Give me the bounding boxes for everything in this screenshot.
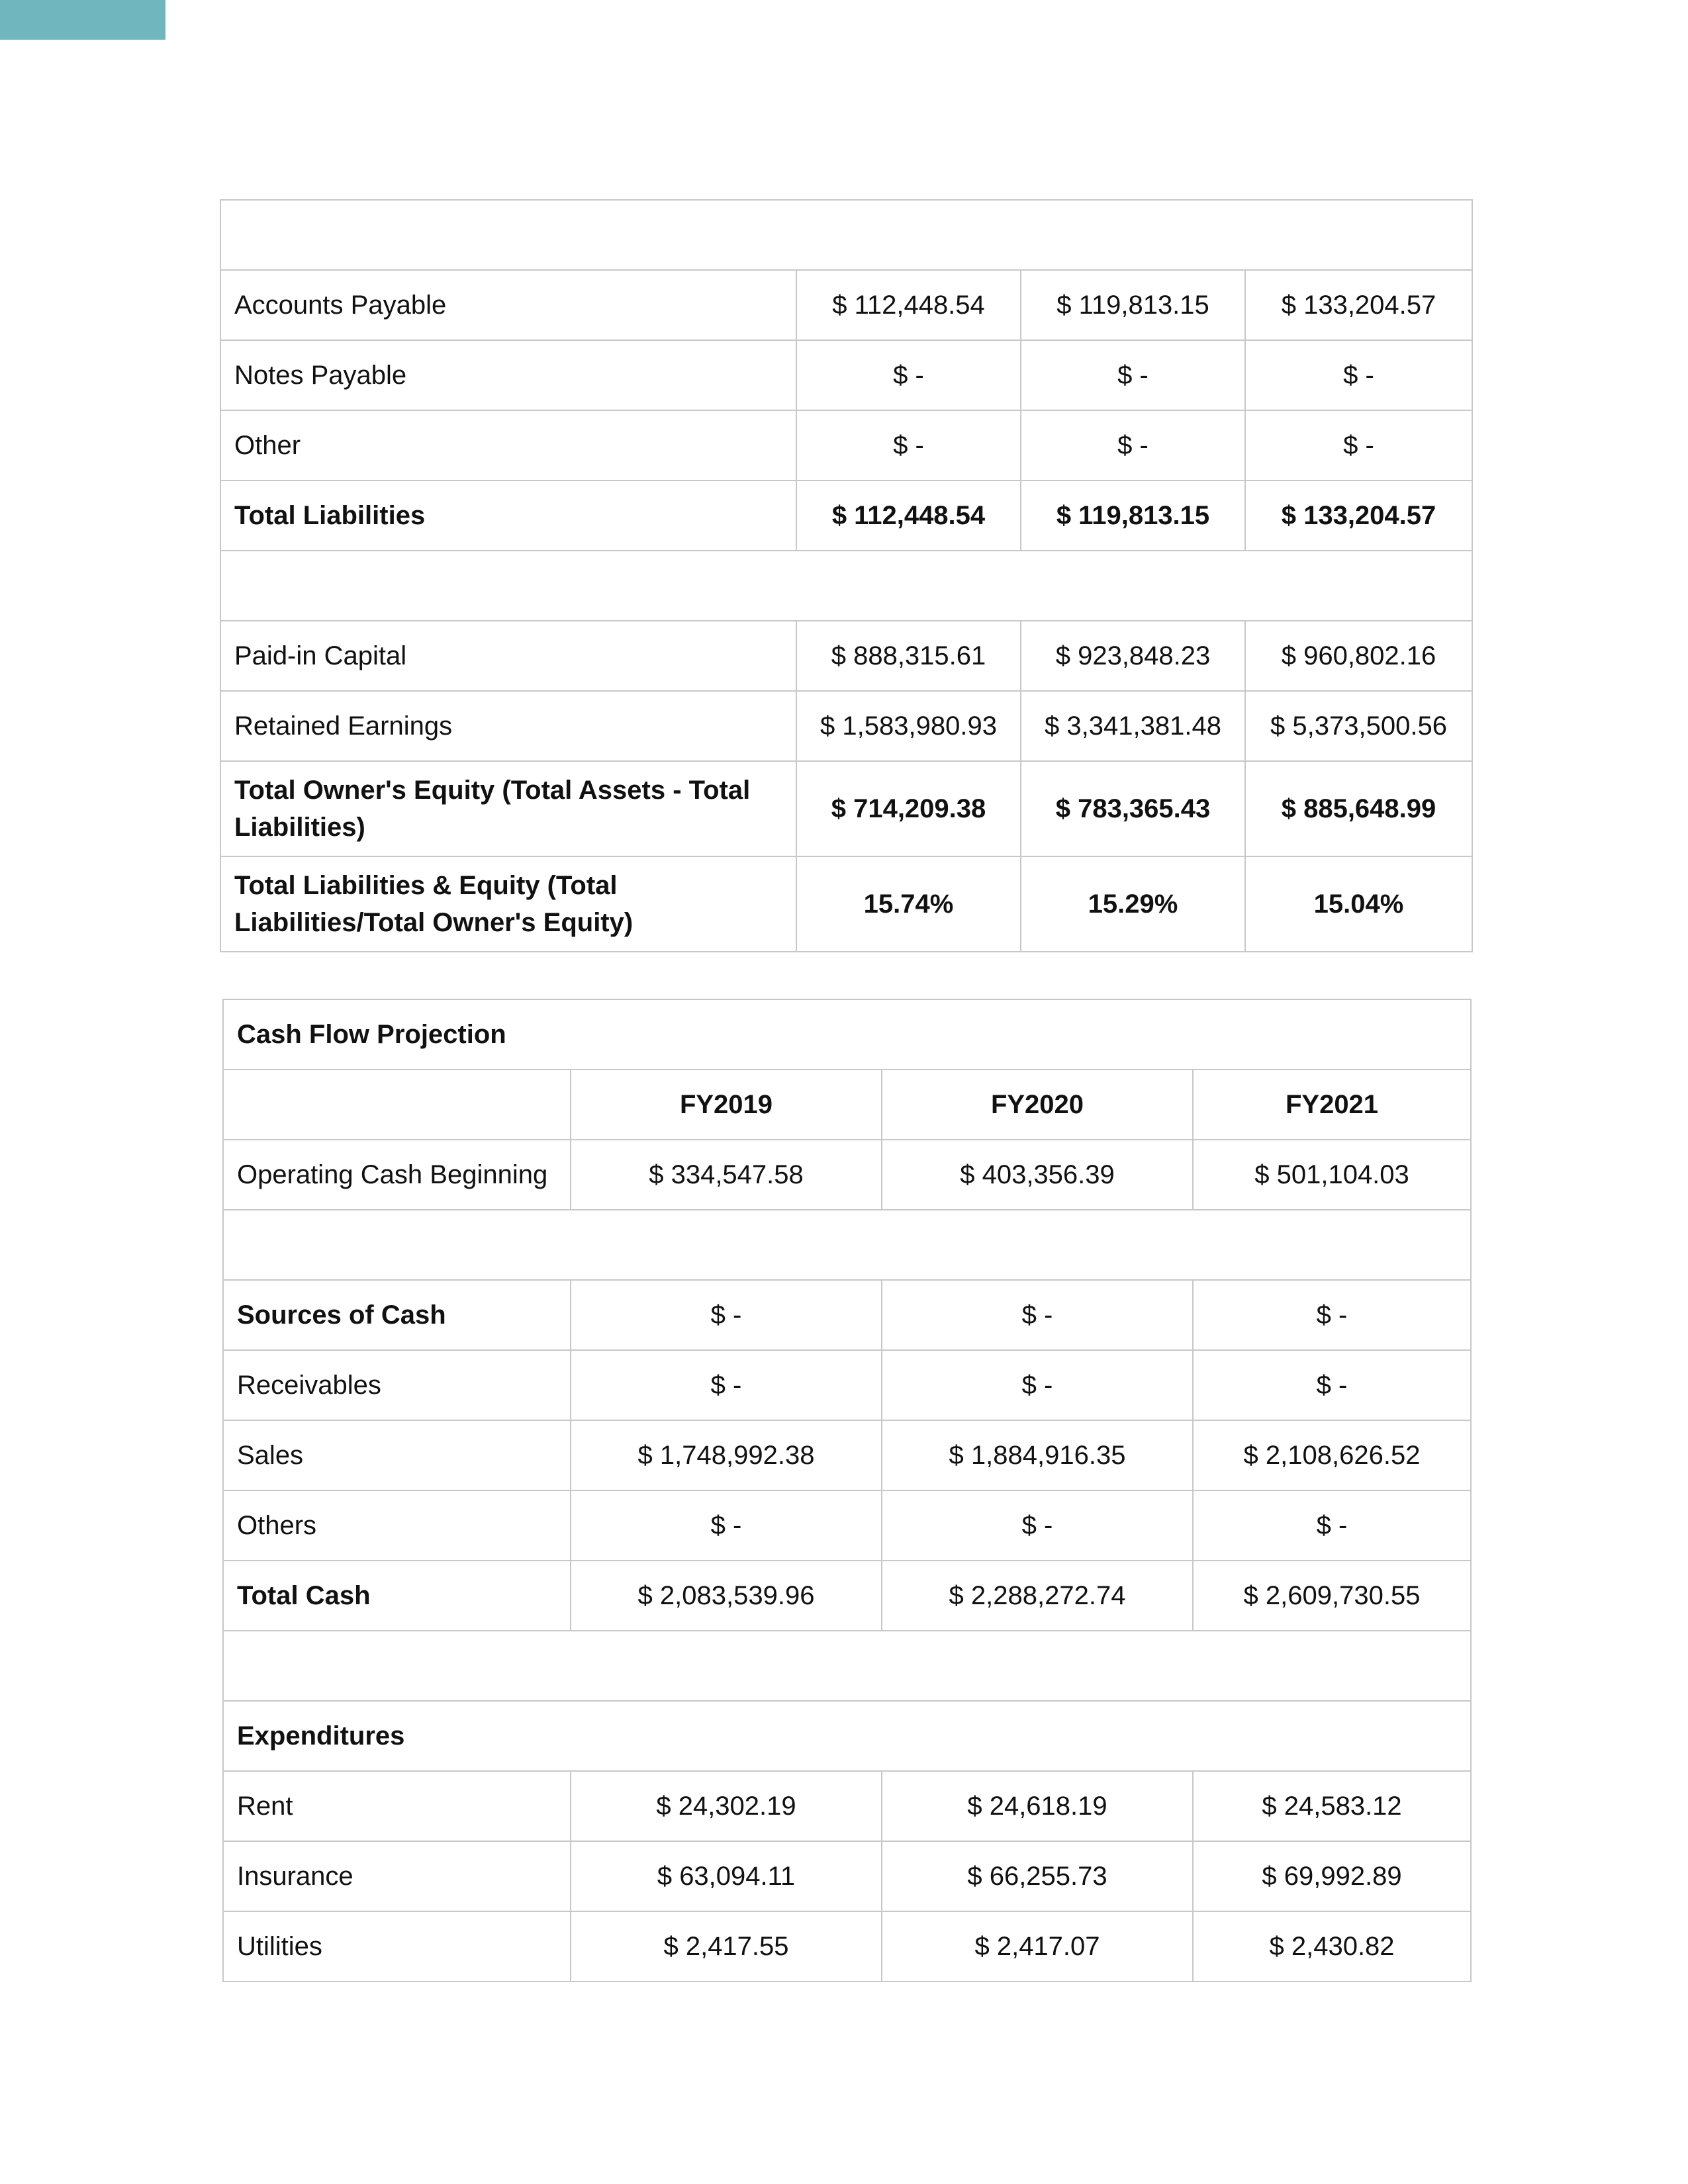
value-cell: $ - bbox=[571, 1350, 882, 1420]
value-cell: $ 2,417.07 bbox=[882, 1911, 1193, 1981]
value-cell: $ 63,094.11 bbox=[571, 1841, 882, 1911]
table-row bbox=[223, 1771, 1471, 1841]
table-row bbox=[220, 340, 1472, 410]
table-row-total bbox=[220, 480, 1472, 551]
value-cell: $ 2,083,539.96 bbox=[571, 1561, 882, 1631]
row-label: Operating Cash Beginning bbox=[223, 1140, 571, 1210]
value-cell: $ 24,618.19 bbox=[882, 1771, 1193, 1841]
value-cell: $ 783,365.43 bbox=[1021, 761, 1245, 856]
value-cell: $ - bbox=[796, 340, 1021, 410]
value-cell: $ - bbox=[571, 1490, 882, 1561]
table-row bbox=[223, 1280, 1471, 1350]
value-cell: $ 66,255.73 bbox=[882, 1841, 1193, 1911]
row-label: Receivables bbox=[223, 1350, 571, 1420]
value-cell: $ 888,315.61 bbox=[796, 621, 1021, 691]
value-cell: $ 885,648.99 bbox=[1245, 761, 1472, 856]
value-cell: $ 1,884,916.35 bbox=[882, 1420, 1193, 1490]
table-row bbox=[223, 1420, 1471, 1490]
blank-cell bbox=[223, 1631, 1471, 1701]
value-cell: $ 714,209.38 bbox=[796, 761, 1021, 856]
value-cell: $ 133,204.57 bbox=[1245, 480, 1472, 551]
row-label: Sales bbox=[223, 1420, 571, 1490]
table-row bbox=[220, 691, 1472, 761]
table-row-blank bbox=[220, 200, 1472, 270]
value-cell: $ - bbox=[1193, 1350, 1471, 1420]
table-row-blank bbox=[223, 1631, 1471, 1701]
value-cell: $ 119,813.15 bbox=[1021, 270, 1245, 340]
row-label: Sources of Cash bbox=[223, 1280, 571, 1350]
value-cell: $ 69,992.89 bbox=[1193, 1841, 1471, 1911]
value-cell: $ - bbox=[571, 1280, 882, 1350]
row-label: Total Cash bbox=[223, 1561, 571, 1631]
value-cell: $ - bbox=[1245, 410, 1472, 480]
row-label: Others bbox=[223, 1490, 571, 1561]
row-label: Retained Earnings bbox=[220, 691, 796, 761]
value-cell: $ 1,748,992.38 bbox=[571, 1420, 882, 1490]
value-cell: $ 5,373,500.56 bbox=[1245, 691, 1472, 761]
table-row-total bbox=[223, 1561, 1471, 1631]
table-header-row bbox=[223, 1069, 1471, 1140]
blank-cell bbox=[223, 1210, 1471, 1280]
value-cell: 15.74% bbox=[796, 856, 1021, 952]
value-cell: $ 24,302.19 bbox=[571, 1771, 882, 1841]
value-cell: $ 133,204.57 bbox=[1245, 270, 1472, 340]
value-cell: $ 501,104.03 bbox=[1193, 1140, 1471, 1210]
value-cell: $ - bbox=[882, 1280, 1193, 1350]
value-cell: $ 923,848.23 bbox=[1021, 621, 1245, 691]
value-cell: $ 960,802.16 bbox=[1245, 621, 1472, 691]
year-header: FY2020 bbox=[882, 1069, 1193, 1140]
table-row bbox=[220, 270, 1472, 340]
value-cell: $ 403,356.39 bbox=[882, 1140, 1193, 1210]
table-row bbox=[223, 1490, 1471, 1561]
row-label: Paid-in Capital bbox=[220, 621, 796, 691]
value-cell: $ - bbox=[796, 410, 1021, 480]
value-cell: $ - bbox=[882, 1350, 1193, 1420]
row-label: Rent bbox=[223, 1771, 571, 1841]
value-cell: $ - bbox=[882, 1490, 1193, 1561]
section-header: Expenditures bbox=[223, 1701, 1471, 1771]
table-row bbox=[223, 1911, 1471, 1981]
row-label: Insurance bbox=[223, 1841, 571, 1911]
table-title: Cash Flow Projection bbox=[223, 999, 1471, 1069]
value-cell: $ - bbox=[1021, 410, 1245, 480]
table-row bbox=[223, 1350, 1471, 1420]
section-header-row bbox=[223, 1701, 1471, 1771]
table-row-blank bbox=[220, 551, 1472, 621]
row-label: Accounts Payable bbox=[220, 270, 796, 340]
value-cell: $ 112,448.54 bbox=[796, 270, 1021, 340]
table-row bbox=[223, 1140, 1471, 1210]
row-label: Total Liabilities & Equity (Total Liabilities/Total Owner's Equity) bbox=[220, 856, 796, 952]
value-cell: $ 2,417.55 bbox=[571, 1911, 882, 1981]
header-blank-cell bbox=[223, 1069, 571, 1140]
year-header: FY2021 bbox=[1193, 1069, 1471, 1140]
value-cell: 15.29% bbox=[1021, 856, 1245, 952]
blank-cell bbox=[220, 200, 1472, 270]
year-header: FY2019 bbox=[571, 1069, 882, 1140]
value-cell: $ 2,108,626.52 bbox=[1193, 1420, 1471, 1490]
blank-cell bbox=[220, 551, 1472, 621]
table-row-blank bbox=[223, 1210, 1471, 1280]
table-row-total bbox=[220, 856, 1472, 952]
value-cell: $ 3,341,381.48 bbox=[1021, 691, 1245, 761]
value-cell: $ 1,583,980.93 bbox=[796, 691, 1021, 761]
value-cell: $ 2,609,730.55 bbox=[1193, 1561, 1471, 1631]
value-cell: $ 24,583.12 bbox=[1193, 1771, 1471, 1841]
cash-flow-table bbox=[222, 999, 1472, 1982]
accent-tab bbox=[0, 0, 165, 40]
table-row bbox=[220, 621, 1472, 691]
value-cell: $ 2,288,272.74 bbox=[882, 1561, 1193, 1631]
row-label: Total Liabilities bbox=[220, 480, 796, 551]
value-cell: $ 112,448.54 bbox=[796, 480, 1021, 551]
table-row bbox=[223, 1841, 1471, 1911]
table-row-total bbox=[220, 761, 1472, 856]
row-label: Total Owner's Equity (Total Assets - Total Liabilities) bbox=[220, 761, 796, 856]
value-cell: $ - bbox=[1193, 1280, 1471, 1350]
row-label: Utilities bbox=[223, 1911, 571, 1981]
value-cell: $ - bbox=[1193, 1490, 1471, 1561]
value-cell: $ 119,813.15 bbox=[1021, 480, 1245, 551]
table-title-row bbox=[223, 999, 1471, 1069]
balance-sheet-table bbox=[220, 199, 1473, 952]
row-label: Other bbox=[220, 410, 796, 480]
row-label: Notes Payable bbox=[220, 340, 796, 410]
table-row bbox=[220, 410, 1472, 480]
value-cell: $ 334,547.58 bbox=[571, 1140, 882, 1210]
value-cell: 15.04% bbox=[1245, 856, 1472, 952]
value-cell: $ - bbox=[1245, 340, 1472, 410]
value-cell: $ - bbox=[1021, 340, 1245, 410]
value-cell: $ 2,430.82 bbox=[1193, 1911, 1471, 1981]
